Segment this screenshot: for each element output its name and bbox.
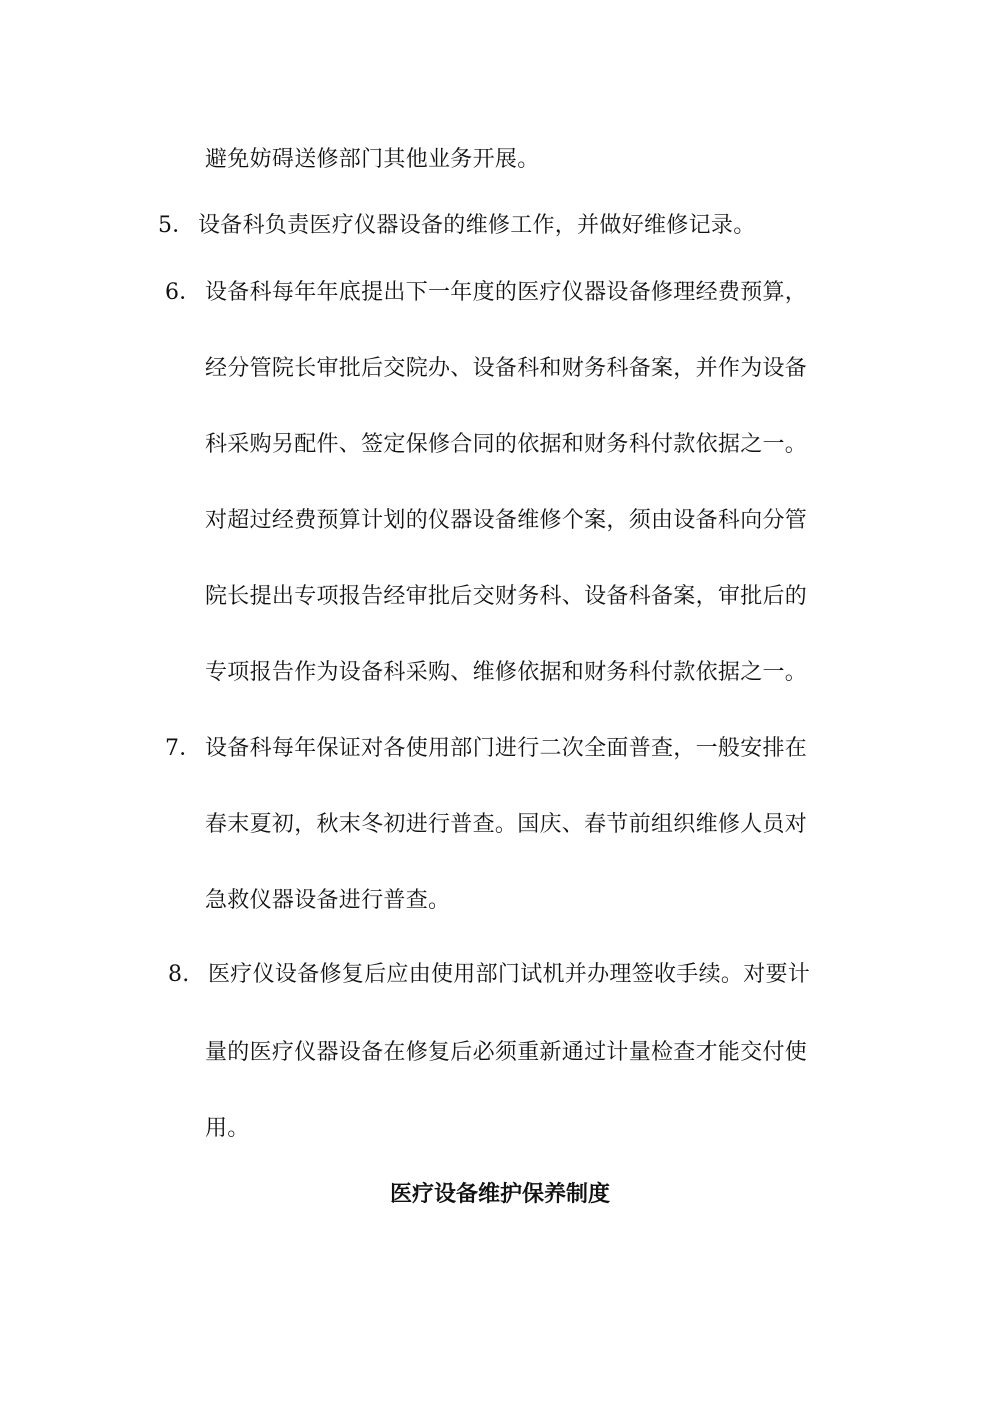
item-text-line: 急救仪器设备进行普查。 (205, 888, 451, 913)
item-text-line: 量的医疗仪器设备在修复后必须重新通过计量检查才能交付使 (205, 1040, 808, 1065)
item-text-line: 科采购另配件、签定保修合同的依据和财务科付款依据之一。 (205, 432, 808, 457)
item-text: 设备科负责医疗仪器设备的维修工作，并做好维修记录。 (198, 213, 756, 238)
item-text: 设备科每年年底提出下一年度的医疗仪器设备修理经费预算， (205, 280, 808, 305)
list-item-8 (168, 961, 810, 989)
item-text-line: 专项报告作为设备科采购、维修依据和财务科付款依据之一。 (205, 660, 808, 685)
list-item-5 (158, 212, 756, 240)
section-title: 医疗设备维护保养制度 (389, 1182, 610, 1207)
item-text-line: 春末夏初，秋末冬初进行普查。国庆、春节前组织维修人员对 (205, 812, 808, 837)
item-text-line: 经分管院长审批后交院办、设备科和财务科备案，并作为设备 (205, 356, 808, 381)
item-number: 8. (168, 962, 190, 987)
continuation-line: 避免妨碍送修部门其他业务开展。 (205, 147, 540, 172)
list-item-7 (165, 735, 807, 763)
item-text-line: 对超过经费预算计划的仪器设备维修个案，须由设备科向分管 (205, 508, 808, 533)
list-item-6 (165, 279, 807, 307)
item-number: 5． (158, 213, 195, 238)
item-text: 设备科每年保证对各使用部门进行二次全面普查，一般安排在 (205, 736, 808, 761)
item-number: 7． (165, 736, 202, 761)
item-text: 医疗仪设备修复后应由使用部门试机并办理签收手续。对要计 (208, 962, 811, 987)
item-text-line: 用。 (205, 1116, 250, 1141)
item-number: 6． (165, 280, 202, 305)
item-text-line: 院长提出专项报告经审批后交财务科、设备科备案，审批后的 (205, 584, 808, 609)
